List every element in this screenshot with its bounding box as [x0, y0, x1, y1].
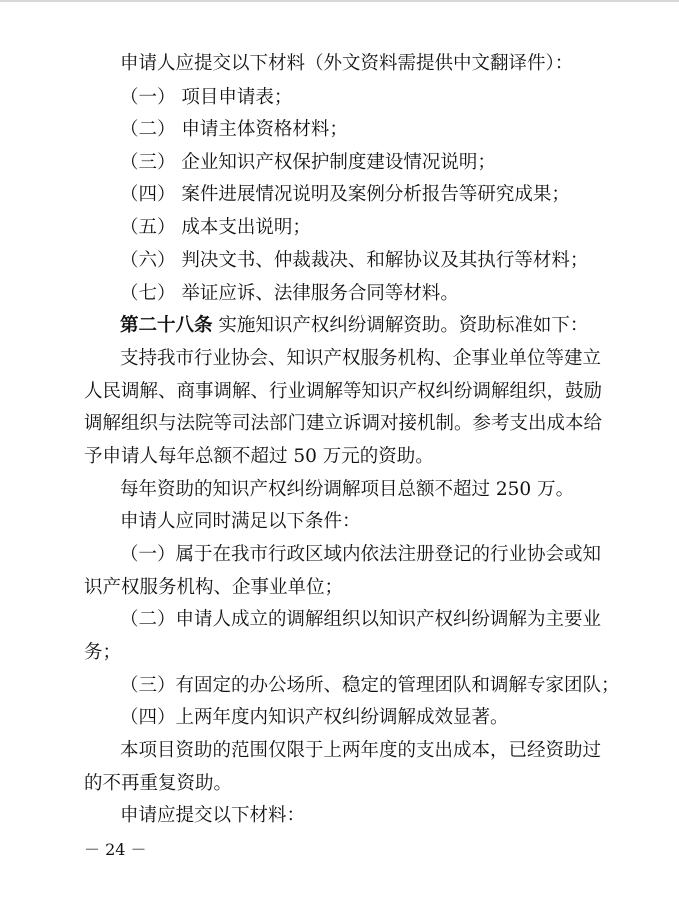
condition-item-1-cont: 识产权服务机构、企事业单位； — [84, 577, 344, 598]
material-item-4: （四） 案件进展情况说明及案例分析报告等研究成果； — [120, 184, 570, 205]
article-28-line — [120, 314, 599, 338]
scope-line: 本项目资助的范围仅限于上两年度的支出成本，已经资助过 — [120, 740, 602, 761]
article-heading: 第二十八条 — [120, 315, 213, 336]
paragraph-line: 人民调解、商事调解、行业调解等知识产权纠纷调解组织，鼓励 — [84, 381, 603, 402]
condition-item-1: （一）属于在我市行政区域内依法注册登记的行业协会或知 — [120, 544, 602, 565]
material-item-6: （六） 判决文书、仲裁裁决、和解协议及其执行等材料； — [120, 250, 589, 271]
scope-line-cont: 的不再重复资助。 — [84, 773, 233, 794]
paragraph-line: 调解组织与法院等司法部门建立诉调对接机制。参考支出成本给 — [84, 413, 603, 434]
article-28-text: 实施知识产权纠纷调解资助。资助标准如下： — [218, 315, 589, 336]
paragraph-line: 支持我市行业协会、知识产权服务机构、企事业单位等建立 — [120, 348, 602, 369]
material-item-7: （七） 举证应诉、法律服务合同等材料。 — [120, 283, 459, 304]
annual-total-line: 每年资助的知识产权纠纷调解项目总额不超过 250 万。 — [120, 479, 575, 500]
submission-intro-line: 申请应提交以下材料： — [120, 805, 306, 826]
condition-item-2-cont: 务； — [84, 642, 122, 663]
condition-item-2: （二）申请人成立的调解组织以知识产权纠纷调解为主要业 — [120, 609, 602, 630]
condition-item-4: （四）上两年度内知识产权纠纷调解成效显著。 — [120, 707, 509, 728]
material-item-3: （三） 企业知识产权保护制度建设情况说明； — [120, 152, 496, 173]
material-item-1: （一） 项目申请表； — [120, 87, 293, 108]
condition-item-3: （三）有固定的办公场所、稳定的管理团队和调解专家团队； — [120, 675, 620, 696]
conditions-intro-line: 申请人应同时满足以下条件： — [120, 511, 361, 532]
page-number: － 24 － — [84, 840, 147, 859]
paragraph-line: 予申请人每年总额不超过 50 万元的资助。 — [84, 446, 434, 467]
materials-intro-line: 申请人应提交以下材料（外文资料需提供中文翻译件）： — [120, 53, 574, 74]
material-item-5: （五） 成本支出说明； — [120, 217, 311, 238]
material-item-2: （二） 申请主体资格材料； — [120, 119, 348, 140]
